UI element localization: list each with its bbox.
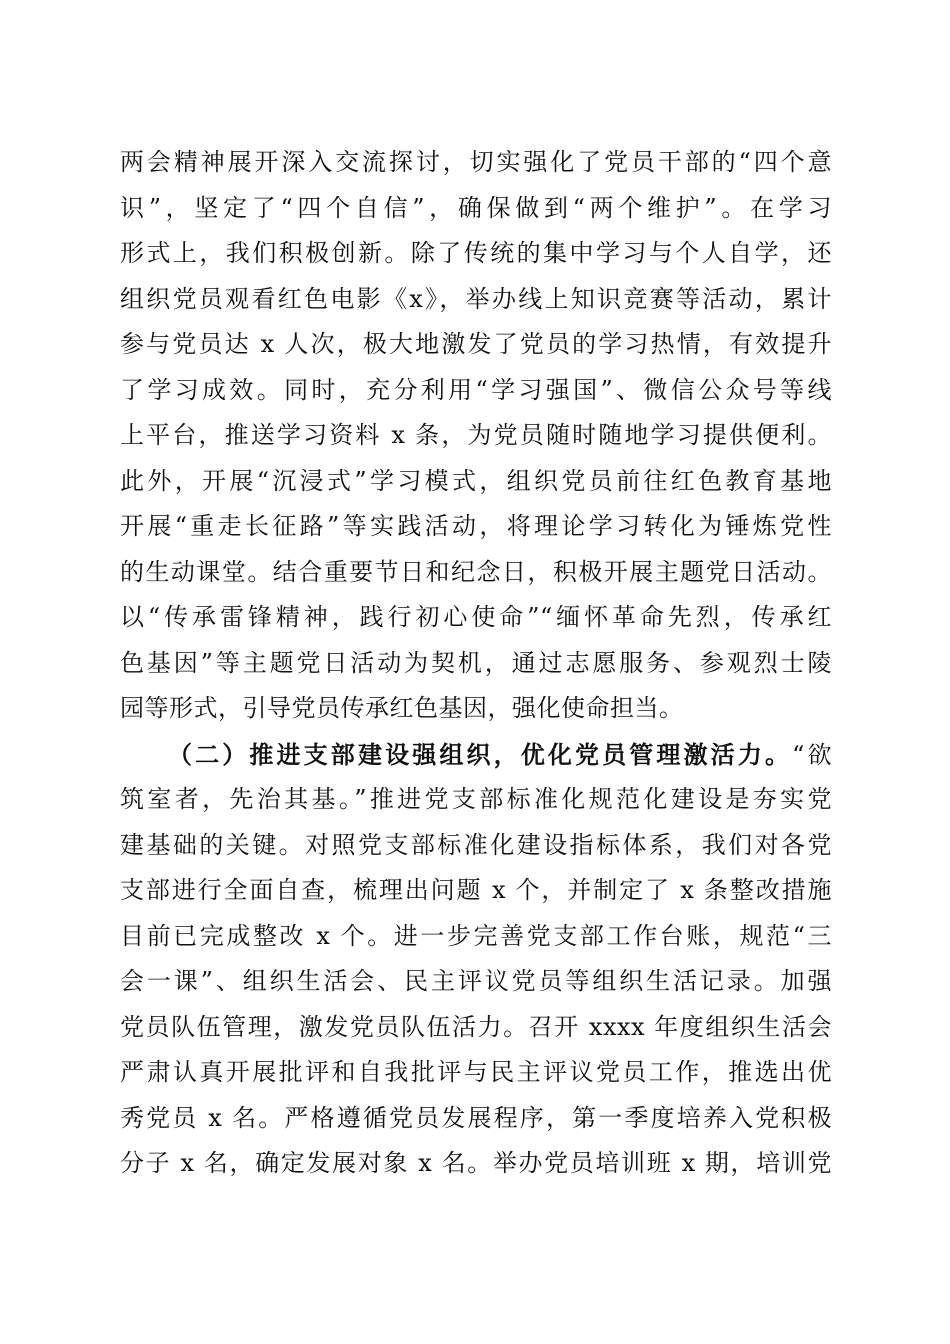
body-text bbox=[120, 140, 832, 1187]
text-fragment: “欲 bbox=[792, 740, 832, 769]
section-heading-line bbox=[120, 732, 832, 778]
text-line: 形式上，我们积极创新。除了传统的集中学习与个人自学，还 bbox=[120, 239, 832, 267]
text-line: 目前已完成整改 x 个。进一步完善党支部工作台账，规范“三 bbox=[120, 921, 832, 950]
section-heading: （二）推进支部建设强组织，优化党员管理激活力。 bbox=[168, 739, 793, 769]
text-line: 支部进行全面自查，梳理出问题 x 个，并制定了 x 条整改措施 bbox=[120, 876, 832, 904]
paragraph-study-activities bbox=[120, 140, 832, 732]
text-line: 开展“重走长征路”等实践活动，将理论学习转化为锤炼党性 bbox=[120, 512, 832, 540]
text-line: 上平台，推送学习资料 x 条，为党员随时随地学习提供便利。 bbox=[120, 421, 832, 449]
text-line: 组织党员观看红色电影《x》，举办线上知识竞赛等活动，累计 bbox=[120, 284, 832, 313]
text-line: 秀党员 x 名。严格遵循党员发展程序，第一季度培养入党积极 bbox=[120, 1103, 832, 1132]
text-line: 此外，开展“沉浸式”学习模式，组织党员前往红色教育基地 bbox=[120, 466, 832, 495]
text-line: 建基础的关键。对照党支部标准化建设指标体系，我们对各党 bbox=[120, 830, 832, 859]
text-line: 两会精神展开深入交流探讨，切实强化了党员干部的“四个意 bbox=[120, 148, 832, 176]
text-line: 会一课”、组织生活会、民主评议党员等组织生活记录。加强 bbox=[120, 967, 832, 995]
paragraph-branch-building bbox=[120, 732, 832, 1187]
text-line: 以“传承雷锋精神，践行初心使命”“缅怀革命先烈，传承红 bbox=[120, 603, 832, 631]
text-line: 筑室者，先治其基。”推进党支部标准化规范化建设是夯实党 bbox=[120, 785, 832, 813]
text-line: 分子 x 名，确定发展对象 x 名。举办党员培训班 x 期，培训党 bbox=[120, 1149, 832, 1177]
text-line: 识”，坚定了“四个自信”，确保做到“两个维护”。在学习 bbox=[120, 193, 832, 222]
text-line: 园等形式，引导党员传承红色基因，强化使命担当。 bbox=[120, 694, 684, 722]
text-line: 了学习成效。同时，充分利用“学习强国”、微信公众号等线 bbox=[120, 375, 832, 404]
text-line: 党员队伍管理，激发党员队伍活力。召开 xxxx 年度组织生活会 bbox=[120, 1012, 832, 1041]
text-line: 的生动课堂。结合重要节日和纪念日，积极开展主题党日活动。 bbox=[120, 557, 832, 586]
text-line: 参与党员达 x 人次，极大地激发了党员的学习热情，有效提升 bbox=[120, 330, 832, 358]
text-line: 严肃认真开展批评和自我批评与民主评议党员工作，推选出优 bbox=[120, 1058, 832, 1086]
text-line: 色基因”等主题党日活动为契机，通过志愿服务、参观烈士陵 bbox=[120, 648, 832, 677]
